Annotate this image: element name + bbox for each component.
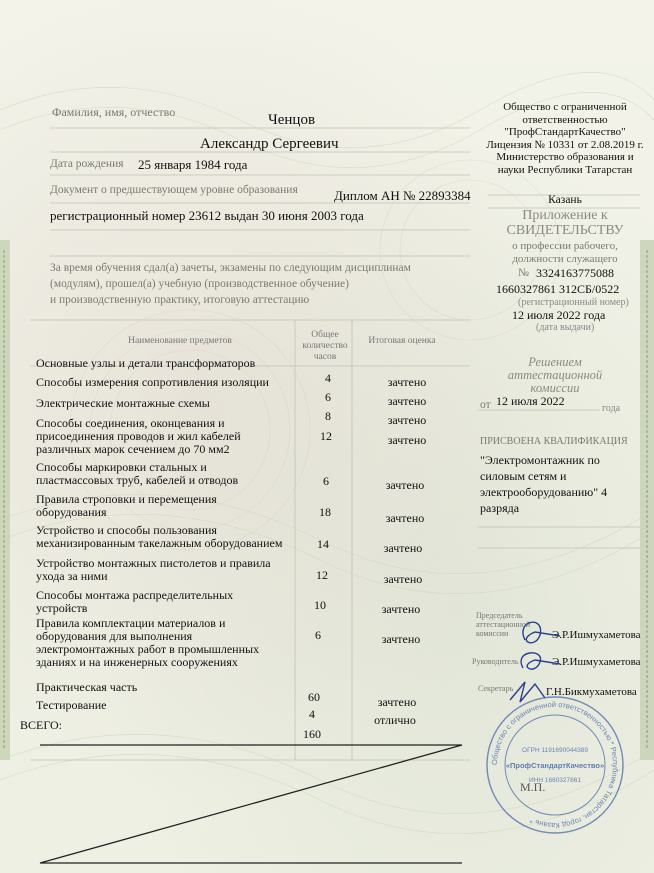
registration-number: 1660327861 312СБ/0522 (496, 282, 620, 296)
fio-label: Фамилия, имя, отчество (52, 105, 176, 119)
qualification-label: ПРИСВОЕНА КВАЛИФИКАЦИЯ (480, 436, 628, 447)
table-row-hours: 60 (308, 690, 320, 704)
stamp-ring-text: Общество с ограниченной ответственностью * Республика Татарстан, город Казань * (489, 699, 621, 831)
total-label: ВСЕГО: (20, 718, 62, 732)
table-row-hours: 6 (315, 628, 321, 642)
paragraph-line-2: (модулям), прошел(а) учебную (производственное обучение) (50, 278, 349, 290)
table-row-hours: 4 (309, 707, 315, 721)
organization-block: Общество с ограниченной ответственностью "ПрофСтандартКачество" Лицензия № 10331 от 2.08.2019 г. Министерство образования и науки Республики Татарстан (486, 101, 644, 176)
table-row-grade: зачтено (387, 394, 427, 408)
table-row-hours: 12 (316, 568, 328, 582)
mp-label: М.П. (520, 780, 546, 794)
name-patronymic: Александр Сергеевич (200, 136, 339, 152)
decision-date: 12 июля 2022 (496, 394, 565, 408)
table-row-grade: отлично (374, 713, 416, 727)
table-row-grade: зачтено (383, 541, 423, 555)
table-row-subject: Электрические монтажные схемы (36, 396, 210, 410)
head-name: Э.Р.Ишмухаметова (552, 656, 641, 668)
surname: Ченцов (268, 112, 316, 128)
table-row-hours: 4 (325, 371, 331, 385)
appendix-title: Приложение к СВИДЕТЕЛЬСТВУ (506, 208, 624, 238)
table-row-hours: 14 (317, 537, 329, 551)
birth-date: 25 января 1984 года (138, 157, 248, 172)
qualification-value: "Электромонтажник по силовым сетям и электрооборудованию" 4 разряда (480, 453, 608, 515)
birth-label: Дата рождения (50, 158, 124, 170)
table-row-subject: Тестирование (36, 698, 107, 712)
cancel-z-line (40, 745, 462, 863)
table-row-grade: зачтено (387, 433, 427, 447)
table-row-hours: 6 (323, 474, 329, 488)
issue-date: 12 июля 2022 года (512, 308, 606, 322)
total-hours: 160 (303, 727, 321, 741)
stamp-ogrn: ОГРН 1191690044389 (522, 747, 588, 754)
decision-from: от (480, 399, 491, 411)
table-row-subject: Устройство и способы пользования механизированным такелажным оборудованием (36, 523, 283, 550)
stamp-center: «ПрофСтандартКачество» (505, 761, 605, 770)
table-row-grade: зачтено (385, 511, 425, 525)
table-row-subject: Способы соединения, оконцевания и присоединения проводов и жил кабелей различных марок сечением до 70 мм2 (36, 416, 241, 456)
round-stamp (480, 690, 630, 840)
stamp-inn: ИНН 1660327861 (528, 777, 582, 784)
table-row-subject: Правила комплектации материалов и оборудования для выполнения электромонтажных работ в промышленных зданиях и на инженерных сооружениях (36, 616, 260, 669)
header-hours: Общее количество часов (302, 330, 348, 362)
header-grade: Итоговая оценка (368, 336, 436, 346)
head-label: Руководитель (472, 657, 519, 666)
secretary-label: Секретарь (478, 684, 514, 693)
table-row-subject: Способы монтажа распределительных устройств (36, 588, 234, 615)
prev-education-label: Документ о предшествующем уровне образования (50, 184, 298, 196)
paragraph-line-1: За время обучения сдал(а) зачеты, экзамены по следующим дисциплинам (50, 262, 411, 274)
table-row-grade: зачтено (381, 632, 421, 646)
table-row-grade: зачтено (383, 572, 423, 586)
table-row-grade: зачтено (387, 375, 427, 389)
table-row-subject: Способы маркировки стальных и пластмассовых труб, кабелей и отводов (36, 460, 239, 487)
secretary-name: Г.Н.Бикмухаметова (546, 686, 637, 698)
table-row-subject: Практическая часть (36, 680, 138, 694)
table-row-grade: зачтено (381, 602, 421, 616)
table-row-subject: Основные узлы и детали трансформаторов (36, 356, 256, 370)
certificate-number: 3324163775088 (536, 266, 614, 280)
table-row-hours: 6 (325, 390, 331, 404)
header-subject: Наименование предметов (128, 336, 232, 346)
table-row-subject: Правила строповки и перемещения оборудования (36, 492, 217, 519)
table-row-hours: 12 (320, 429, 332, 443)
table-row-grade: зачтено (385, 478, 425, 492)
issue-date-label: (дата выдачи) (536, 322, 595, 333)
chair-name: Э.Р.Ишмухаметова (552, 629, 641, 641)
paragraph-line-3: и производственную практику, итоговую аттестацию (50, 294, 310, 306)
number-sign: № (518, 267, 529, 279)
table-row-grade: зачтено (377, 695, 417, 709)
table-row-hours: 8 (325, 409, 331, 423)
decision-block: Решением аттестационной комиссии (507, 355, 603, 395)
chair-label: Председатель аттестационной комиссии (476, 611, 531, 638)
registration-line: регистрационный номер 23612 выдан 30 июня 2003 года (50, 208, 364, 223)
table-row-subject: Способы измерения сопротивления изоляции (36, 375, 269, 389)
appendix-subtitle: о профессии рабочего, должности служащего (512, 240, 618, 265)
table-row-subject: Устройство монтажных пистолетов и правила ухода за ними (36, 556, 271, 583)
city: Казань (548, 194, 582, 206)
decision-year: года (602, 403, 621, 414)
registration-number-label: (регистрационный номер) (518, 297, 629, 308)
table-row-hours: 18 (319, 505, 331, 519)
table-row-grade: зачтено (387, 413, 427, 427)
table-row-hours: 10 (314, 598, 326, 612)
diploma-number: Диплом АН № 22893384 (334, 188, 471, 203)
